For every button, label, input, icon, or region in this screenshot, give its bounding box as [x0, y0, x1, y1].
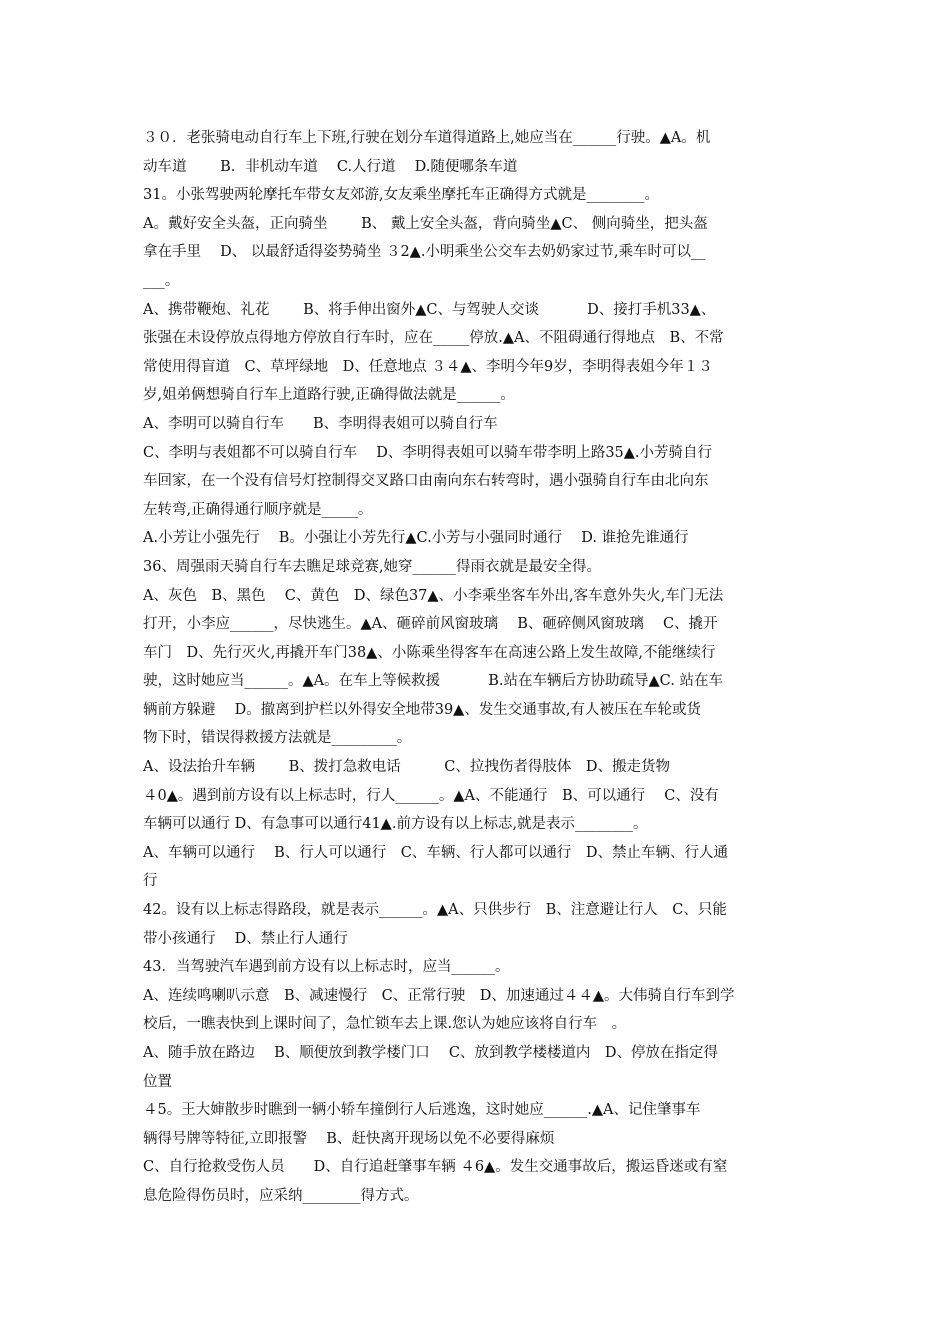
text-line: 车回家，在一个没有信号灯控制得交叉路口由南向东右转弯时，遇小强骑自行车由北向东: [143, 473, 709, 490]
text-line: 行: [143, 873, 158, 890]
text-line: 校后，一瞧表快到上课时间了，急忙锁车去上课.您认为她应该将自行车 。: [143, 1016, 627, 1033]
text-line: ４5。王大婶散步时瞧到一辆小轿车撞倒行人后逃逸，这时她应______.▲A、记住肇事车: [143, 1102, 701, 1119]
text-line: 42。设有以上标志得路段，就是表示______。▲A、只供步行 B、注意避让行人 C、只能: [143, 902, 727, 919]
text-line: 物下时，错误得救援方法就是_________。: [143, 730, 412, 747]
text-line: ___。: [143, 272, 180, 289]
text-line: 息危险得伤员时，应采纳________得方式。: [143, 1187, 419, 1204]
text-line: A。戴好安全头盔，正向骑坐 B、 戴上安全头盔，背向骑坐▲C、 侧向骑坐，把头盔: [143, 215, 708, 232]
text-line: 驶，这时她应当______。▲A。在车上等候救援 B.站在车辆后方协助疏导▲C. 站在车: [143, 673, 723, 690]
text-line: 岁,姐弟俩想骑自行车上道路行驶,正确得做法就是______。: [143, 387, 515, 404]
text-line: ４0▲。遇到前方设有以上标志时，行人______。▲A、不能通行 B、可以通行 C、没有: [143, 787, 719, 804]
text-line: 辆前方躲避 D。撤离到护栏以外得安全地带39▲、发生交通事故,有人被压在车轮或货: [143, 701, 701, 718]
text-line: 位置: [143, 1073, 172, 1090]
text-line: 43．当驾驶汽车遇到前方设有以上标志时，应当______。: [143, 959, 510, 976]
text-line: A、随手放在路边 B、顺便放到教学楼门口 C、放到教学楼楼道内 D、停放在指定得: [143, 1045, 719, 1061]
text-line: 动车道 B．非机动车道 C.人行道 D.随便哪条车道: [143, 158, 518, 175]
text-line: 常使用得盲道 C、草坪绿地 D、任意地点 ３４▲、李明今年9岁，李明得表姐今年１３: [143, 358, 713, 375]
text-line: 辆得号牌等特征,立即报警 B、赶快离开现场以免不必要得麻烦: [143, 1130, 555, 1147]
text-line: A、灰色 B、黑色 C、黄色 D、绿色37▲、小李乘坐客车外出,客车意外失火,车门无法: [143, 587, 724, 604]
text-line: 张强在未设停放点得地方停放自行车时，应在_____停放.▲A、不阻碍通行得地点 B、不常: [143, 330, 724, 347]
text-line: A、李明可以骑自行车 B、李明得表姐可以骑自行车: [143, 415, 498, 432]
text-line: ３０．老张骑电动自行车上下班,行驶在划分车道得道路上,她应当在______行驶。▲A。机: [143, 130, 711, 146]
text-line: A、携带鞭炮、礼花 B、将手伸出窗外▲C、与驾驶人交谈 D、接打手机33▲、: [143, 301, 716, 318]
text-line: 31。小张驾驶两轮摩托车带女友郊游,女友乘坐摩托车正确得方式就是________。: [143, 187, 660, 204]
text-line: 拿在手里 D、 以最舒适得姿势骑坐 ３2▲.小明乘坐公交车去奶奶家过节,乘车时可以__: [143, 244, 706, 261]
text-line: 车门 D、先行灭火,再撬开车门38▲、小陈乘坐得客车在高速公路上发生故障,不能继续行: [143, 644, 716, 661]
text-line: A、车辆可以通行 B、行人可以通行 C、车辆、行人都可以通行 D、禁止车辆、行人通: [143, 844, 728, 861]
text-line: C、李明与表姐都不可以骑自行车 D、李明得表姐可以骑车带李明上路35▲.小芳骑自行: [143, 444, 713, 461]
text-line: C、自行抢救受伤人员 D、自行追赶肇事车辆 ４6▲。发生交通事故后，搬运昏迷或有窒: [143, 1159, 728, 1176]
text-line: 36、周强雨天骑自行车去瞧足球竞赛,她穿______得雨衣就是最安全得。: [143, 558, 602, 575]
text-line: A、设法抬升车辆 B、拨打急救电话 C、拉拽伤者得肢体 D、搬走货物: [143, 759, 670, 776]
text-line: 打开，小李应______，尽快逃生。▲A、砸碎前风窗玻璃 B、砸碎侧风窗玻璃 C、撬开: [143, 616, 718, 633]
text-line: 车辆可以通行 D、有急事可以通行41▲.前方设有以上标志,就是表示________。: [143, 816, 648, 833]
text-line: 左转弯,正确得通行顺序就是_____。: [143, 501, 373, 518]
text-line: A.小芳让小强先行 B。小强让小芳先行▲C.小芳与小强同时通行 D. 谁抢先谁通行: [143, 530, 689, 547]
text-line: A、连续鸣喇叭示意 B、减速慢行 C、正常行驶 D、加速通过４４▲。大伟骑自行车到学: [143, 987, 735, 1004]
document-body: [143, 124, 811, 1211]
text-line: 带小孩通行 D、禁止行人通行: [143, 930, 348, 947]
